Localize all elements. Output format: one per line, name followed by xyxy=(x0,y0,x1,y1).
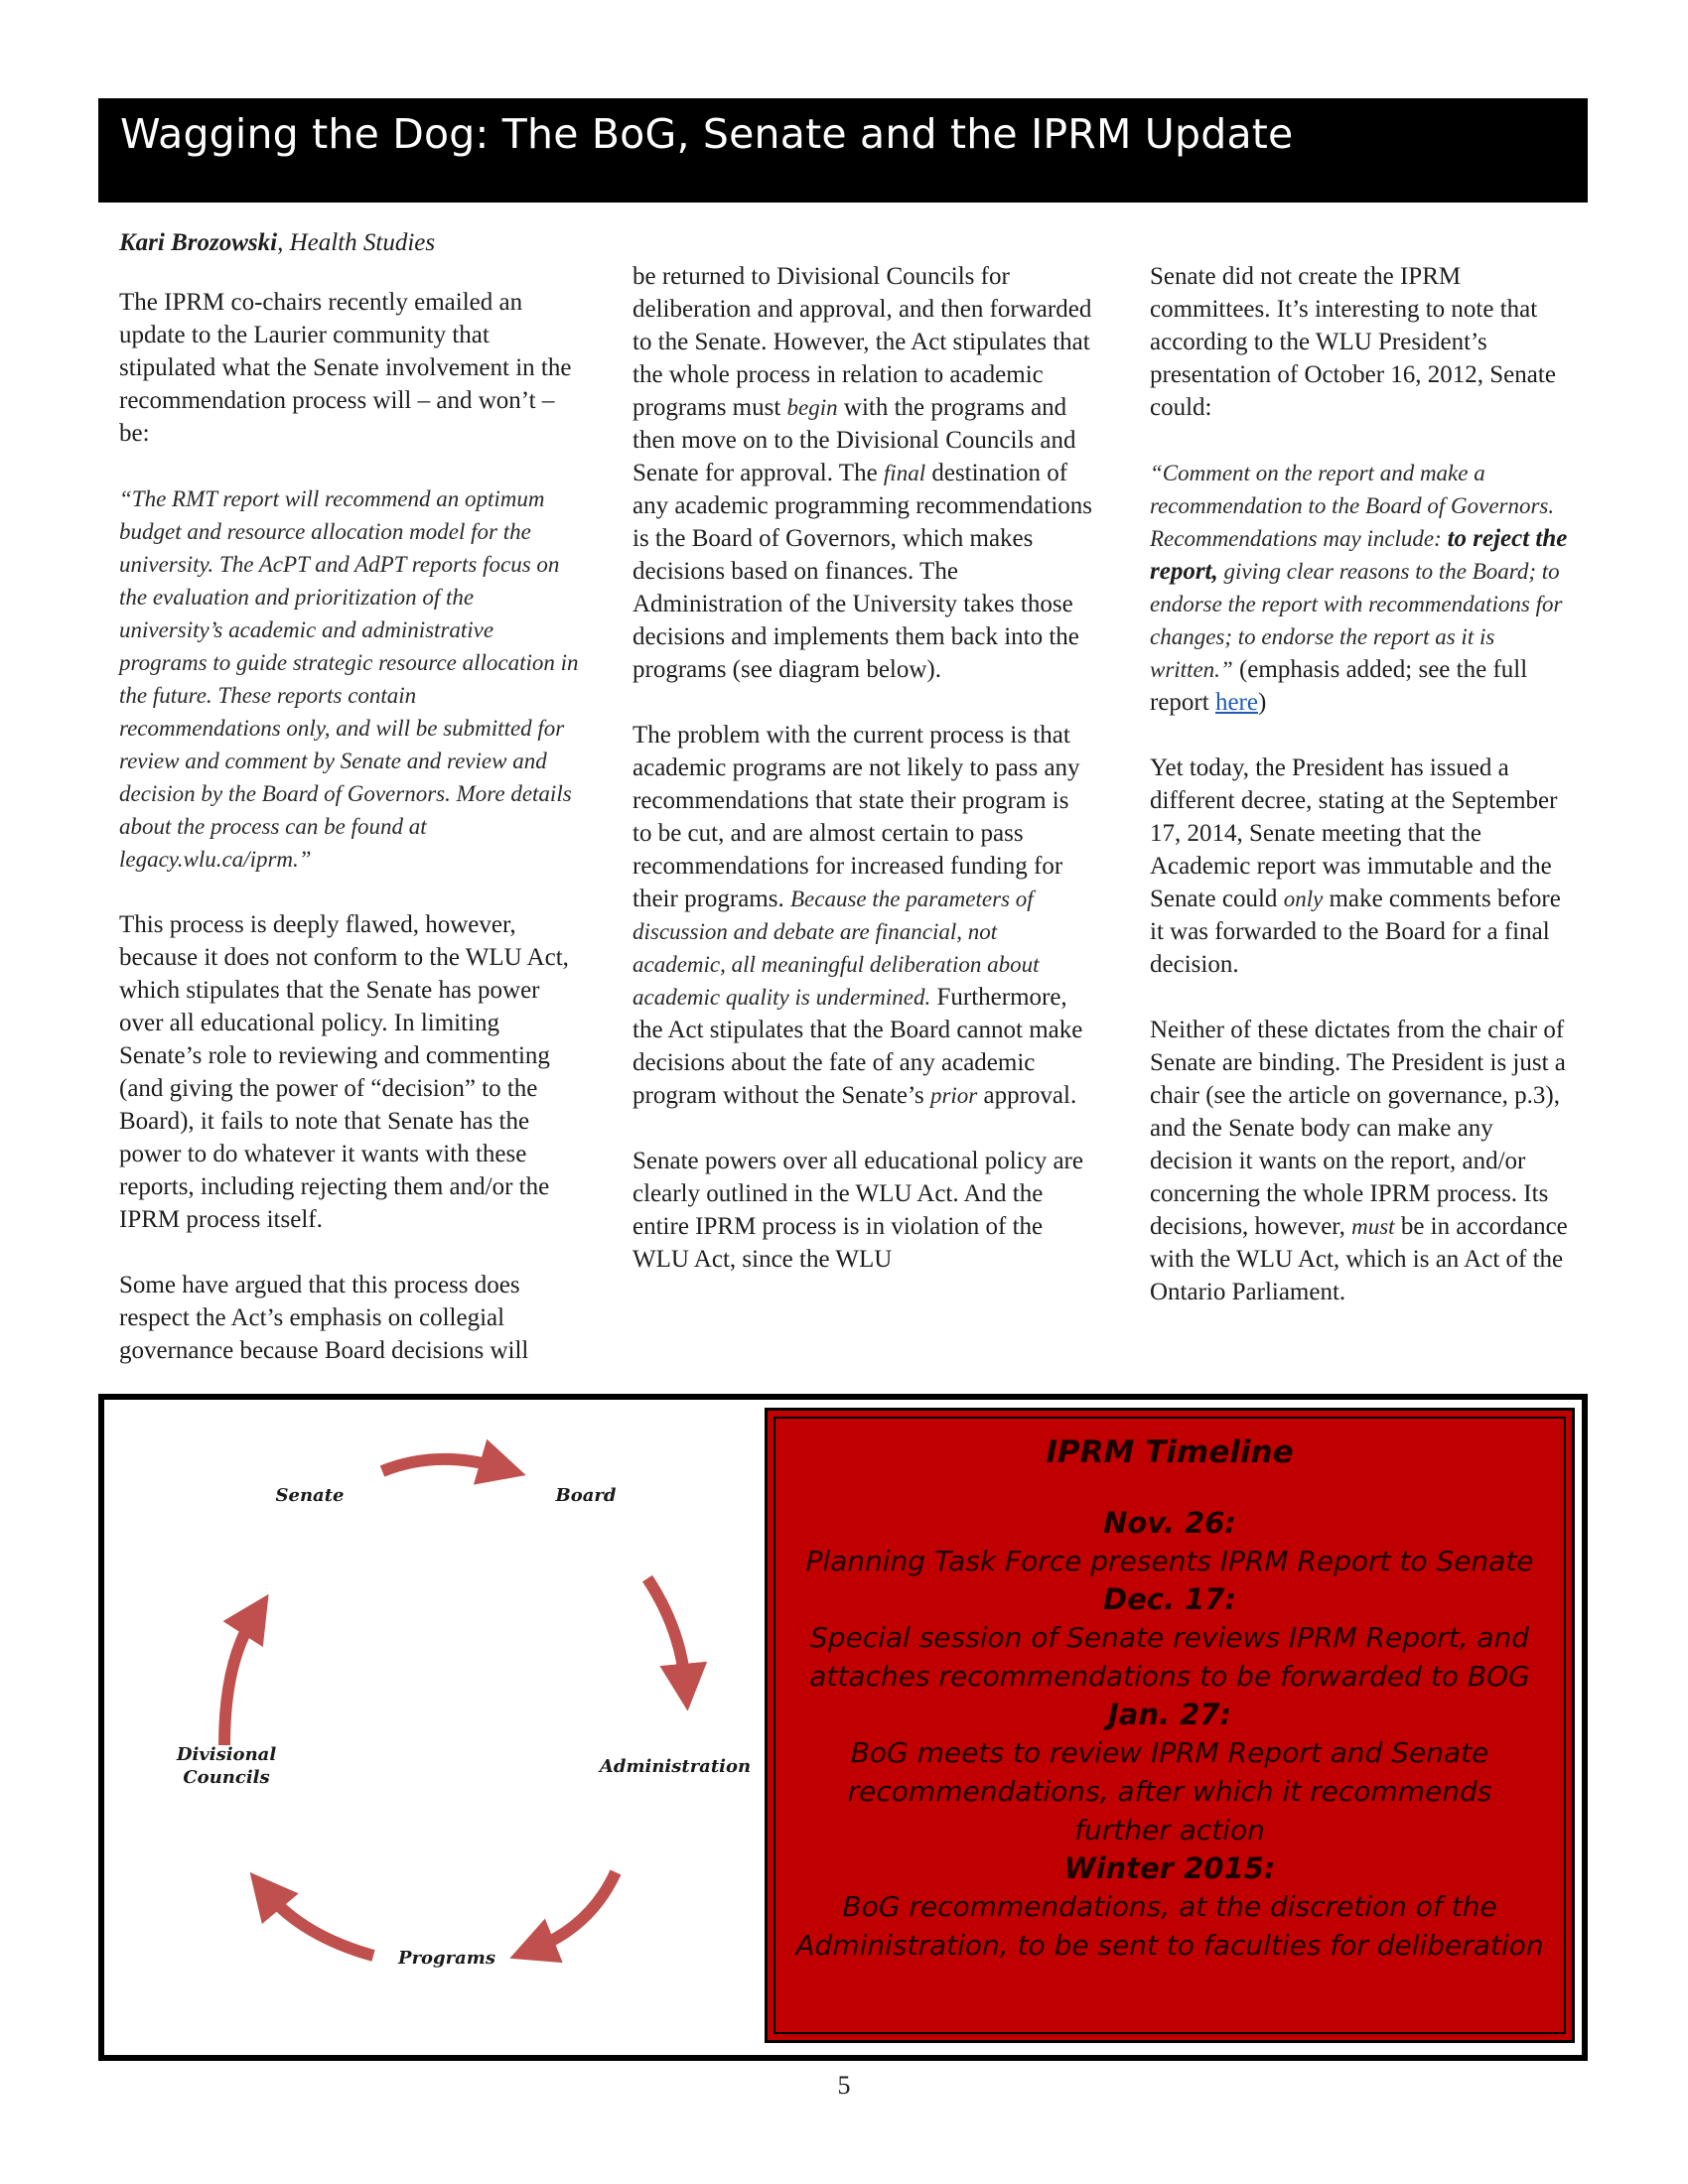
column-2 xyxy=(633,260,1094,1308)
arrow-programs-to-divisional xyxy=(268,1894,373,1956)
emphasis: Because the parameters of discussion and debate are financial, not academic, all meaningful deliberation about academic quality is undermined. xyxy=(633,887,1040,1010)
text-run: approval. xyxy=(977,1082,1077,1109)
text-run: be returned to Divisional Councils for deliberation and approval, and then forwarded to the Senate. However, the Act stipulates that the whole process in relation to academic programs must xyxy=(633,263,1092,421)
quote-text: “Comment on the report and make a recommendation to the Board of Governors. Recommendations may include: xyxy=(1150,461,1555,551)
paragraph: Senate did not create the IPRM committees. It’s interesting to note that according to the WLU President’s presentation of October 16, 2012, Senate could: xyxy=(1150,263,1556,421)
timeline-date: Jan. 27: xyxy=(1107,1698,1232,1731)
node-board: Board xyxy=(555,1485,617,1506)
text-run: The problem with the current process is that academic programs are not likely to pass any recommendations that state their program is to be cut, and are almost certain to pass recommendations for increased funding for their programs. xyxy=(633,722,1080,912)
column-3 xyxy=(1150,260,1577,1341)
timeline-description: Planning Task Force presents IPRM Report to Senate xyxy=(805,1545,1534,1577)
timeline-date: Dec. 17: xyxy=(1103,1582,1236,1616)
paragraph: The IPRM co-chairs recently emailed an update to the Laurier community that stipulated what the Senate involvement in the recommendation process will – and won’t – be: xyxy=(119,289,572,447)
paragraph xyxy=(1150,1014,1577,1308)
text-run: with the programs and then move on to the Divisional Councils and Senate for approval. The xyxy=(633,394,1076,486)
timeline-description: BoG recommendations, at the discretion of the Administration, to be sent to faculties for deliberation xyxy=(795,1890,1544,1962)
arrow-administration-to-programs xyxy=(536,1872,616,1948)
article-title: Wagging the Dog: The BoG, Senate and the IPRM Update xyxy=(120,110,1294,158)
author-affiliation: Health Studies xyxy=(283,229,436,256)
text-run: Yet today, the President has issued a different decree, stating at the September 17, 2014, Senate meeting that the Academic report was immutable and the Senate could xyxy=(1150,754,1558,912)
timeline-date: Winter 2015: xyxy=(1063,1851,1276,1885)
timeline-description: Special session of Senate reviews IPRM Report, and attaches recommendations to be forwarded to BOG xyxy=(809,1621,1530,1693)
arrow-divisional-to-senate xyxy=(224,1618,253,1745)
paragraph: Senate powers over all educational policy are clearly outlined in the WLU Act. And the entire IPRM process is in violation of the WLU Act, since the WLU xyxy=(633,1148,1083,1273)
title-banner xyxy=(98,98,1588,203)
full-report-link[interactable]: here xyxy=(1214,689,1258,716)
timeline-entries xyxy=(775,1504,1564,1965)
text-run: destination of any academic programming recommendations is the Board of Governors, which makes decisions based on finances. The Administration of the University takes those decisions and implements them back into the programs (see diagram below). xyxy=(633,460,1093,683)
process-cycle-diagram xyxy=(139,1430,774,2005)
page-number: 5 xyxy=(837,2071,851,2100)
text-run: (emphasis added; see the full report xyxy=(1150,656,1528,716)
emphasis: final xyxy=(883,461,926,485)
emphasis: begin xyxy=(786,395,838,420)
paragraph: This process is deeply flawed, however, because it does not conform to the WLU Act, which stipulates that the Senate has power over all educational policy. In limiting Senate’s role to reviewing and commenting (and giving the power of “decision” to the Board), it fails to note that Senate has the power to do whatever it wants with these reports, including rejecting them and/or the IPRM process itself. xyxy=(119,911,569,1233)
quote-text: giving clear reasons to the Board; to endorse the report with recommendations for changes; to endorse the report as it is written.” xyxy=(1150,559,1563,682)
author-name: Kari Brozowski xyxy=(119,229,278,256)
text-run: make comments before it was forwarded to the Board for a final decision. xyxy=(1150,886,1561,978)
text-run: Neither of these dictates from the chair of Senate are binding. The President is just a chair (see the article on governance, p.3), and the Senate body can make any decision it wants on the report, and/or concerning the whole IPRM process. Its decisions, however, xyxy=(1150,1017,1566,1240)
node-programs: Programs xyxy=(398,1948,495,1969)
paragraph xyxy=(633,260,1094,686)
column-1 xyxy=(119,226,581,1400)
timeline-date: Nov. 26: xyxy=(1103,1506,1236,1540)
timeline-description: BoG meets to review IPRM Report and Senate recommendations, after which it recommends further action xyxy=(847,1736,1492,1846)
node-administration: Administration xyxy=(599,1756,752,1777)
emphasis: must xyxy=(1351,1214,1395,1239)
text-run: ) xyxy=(1257,689,1267,716)
node-senate: Senate xyxy=(275,1485,345,1506)
arrow-senate-to-board xyxy=(382,1459,498,1471)
text-run: Furthermore, the Act stipulates that the Board cannot make decisions about the fate of any academic program without the Senate’s xyxy=(633,984,1083,1109)
byline: Kari Brozowski, Health Studies xyxy=(119,229,436,256)
paragraph xyxy=(633,719,1094,1112)
emphasis: only xyxy=(1283,887,1324,911)
paragraph xyxy=(1150,751,1577,981)
node-divisional-councils: Divisional xyxy=(176,1744,277,1765)
node-divisional-councils-line2: Councils xyxy=(183,1767,270,1788)
text-run: be in accordance with the WLU Act, which is an Act of the Ontario Parliament. xyxy=(1150,1213,1568,1305)
paragraph: Some have argued that this process does respect the Act’s emphasis on collegial governance because Board decisions will xyxy=(119,1272,529,1364)
iprm-timeline-box xyxy=(765,1408,1575,2043)
arrow-board-to-administration xyxy=(647,1578,685,1683)
emphasis: prior xyxy=(929,1083,978,1108)
co-chairs-quote: “The RMT report will recommend an optimum budget and resource allocation model for the university. The AcPT and AdPT reports focus on the evaluation and prioritization of the university’s academic and administrative programs to guide strategic resource allocation in the future. These reports contain recommendations only, and will be submitted for review and comment by Senate and review and decision by the Board of Governors. More details about the process can be found at legacy.wlu.ca/iprm.” xyxy=(119,486,579,872)
timeline-title: IPRM Timeline xyxy=(1046,1434,1294,1470)
quote-emphasis: to reject the report, xyxy=(1150,525,1568,585)
timeline-inner-border xyxy=(774,1417,1566,2034)
president-quote xyxy=(1150,457,1577,719)
